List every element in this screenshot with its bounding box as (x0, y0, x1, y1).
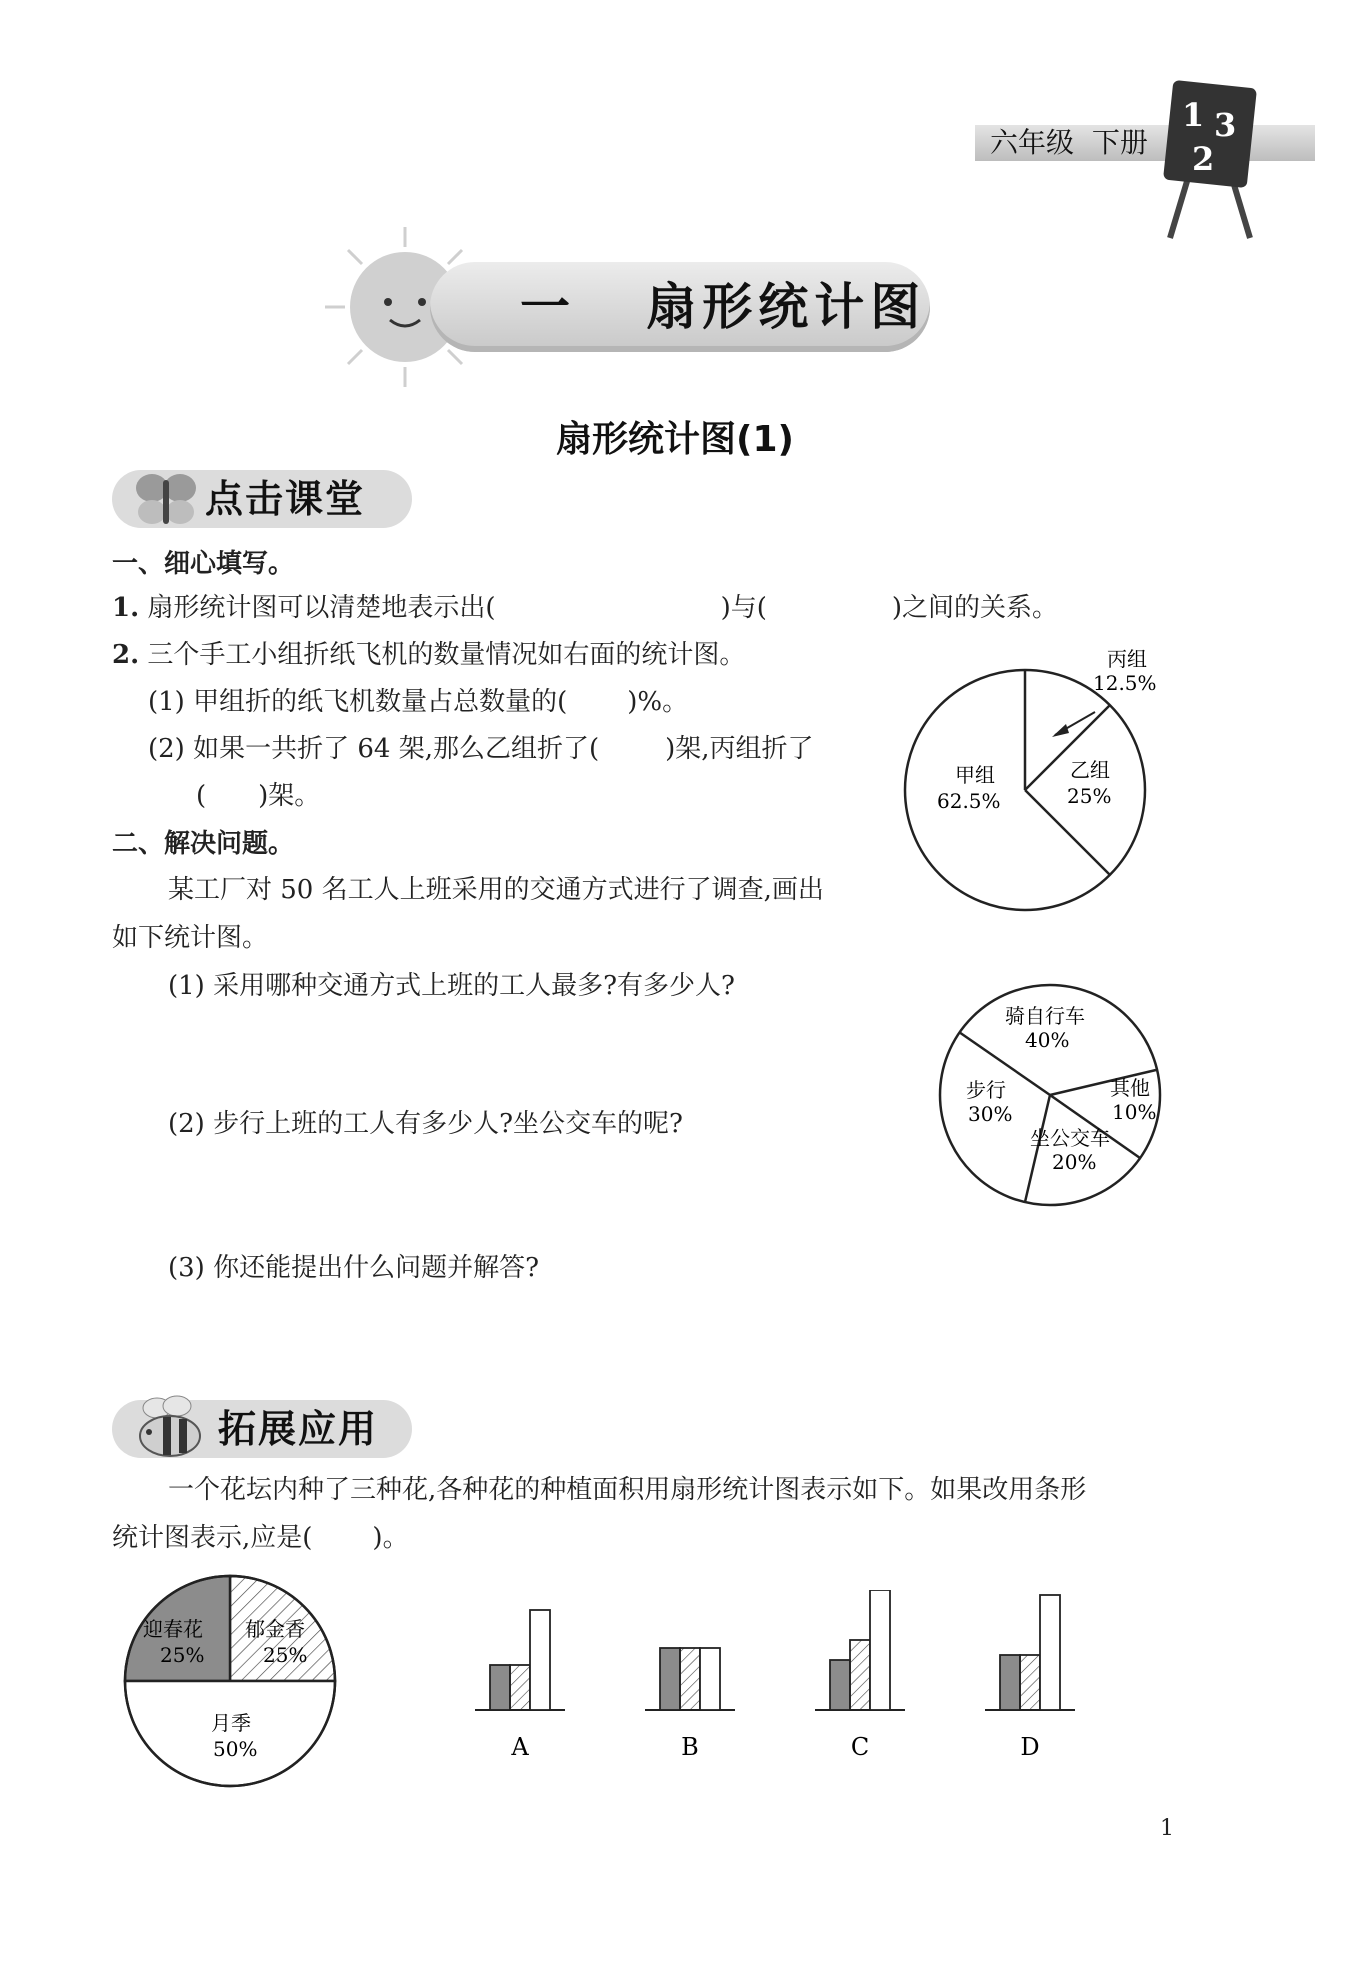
bar-option-b-label[interactable]: B (681, 1733, 699, 1761)
pie2-value-other: 10% (1112, 1100, 1157, 1124)
q2-sub2-text-b: )架,丙组折了 (665, 734, 814, 764)
pie2-value-walk: 30% (968, 1102, 1013, 1126)
bar-option-b-bar-3 (700, 1648, 720, 1710)
q2-sub1-text-b: )%。 (627, 687, 689, 717)
pie2-label-walk: 步行 (966, 1078, 1006, 1102)
q1-text-b: )与( (720, 593, 767, 623)
pie2-label-bus: 坐公交车 (1030, 1126, 1110, 1150)
q1-number: 1. (112, 593, 140, 623)
part2-question-1: (1) 采用哪种交通方式上班的工人最多?有多少人? (168, 971, 735, 1001)
bar-option-a-bar-2 (510, 1665, 530, 1710)
pie1-value-jia: 62.5% (937, 789, 1001, 813)
q2-sub2-line2-text-b: )架。 (258, 781, 321, 811)
q2-sub2-text-a: (2) 如果一共折了 64 架,那么乙组折了( (148, 734, 600, 764)
pie1-value-bing: 12.5% (1093, 671, 1157, 695)
page-number: 1 (1160, 1816, 1174, 1841)
bar-option-c-bar-1 (830, 1660, 850, 1710)
bar-options (470, 1590, 1100, 1800)
pie3-value-jasmine: 25% (160, 1643, 205, 1667)
pie2-value-bus: 20% (1052, 1150, 1097, 1174)
pie-chart-flowers (115, 1566, 345, 1796)
q2-text: 三个手工小组折纸飞机的数量情况如右面的统计图。 (147, 640, 746, 670)
pie3-value-tulip: 25% (263, 1643, 308, 1667)
bar-option-d-label[interactable]: D (1020, 1733, 1040, 1761)
chapter-name: 扇形统计图 (646, 278, 927, 336)
bar-option-d-bar-2 (1020, 1655, 1040, 1710)
section2-text-line2 (112, 1520, 409, 1556)
grade: 六年级 (990, 126, 1075, 159)
q2-sub2 (148, 731, 814, 767)
part2-question-2: (2) 步行上班的工人有多少人?坐公交车的呢? (168, 1109, 683, 1139)
lesson-title: 扇形统计图(1) (556, 419, 794, 460)
pie3-label-rose: 月季 (211, 1711, 251, 1735)
chapter-number: 一 (520, 278, 576, 336)
question-2 (112, 637, 745, 673)
section1-title: 点击课堂 (205, 477, 366, 521)
pie2-label-other: 其他 (1110, 1076, 1150, 1100)
q2-sub2-line2-text-a: ( (196, 781, 207, 811)
question-1 (112, 590, 1058, 626)
part1-heading: 一、细心填写。 (112, 549, 295, 579)
q1-text-c: )之间的关系。 (891, 593, 1059, 623)
pie1-label-jia: 甲组 (955, 763, 995, 787)
bar-option-a-label[interactable]: A (511, 1733, 529, 1761)
part2-intro-line2: 如下统计图。 (112, 923, 269, 953)
pie2-value-bike: 40% (1025, 1028, 1070, 1052)
bar-option-c-label[interactable]: C (850, 1733, 870, 1761)
pie2-label-bike: 骑自行车 (1005, 1004, 1085, 1028)
bar-option-b-bar-1 (660, 1648, 680, 1710)
q1-text-a: 扇形统计图可以清楚地表示出( (147, 593, 496, 623)
pie1-label-yi: 乙组 (1070, 758, 1110, 782)
q2-sub1 (148, 684, 688, 720)
chapter-title (520, 272, 926, 342)
pie3-label-tulip: 郁金香 (245, 1617, 305, 1641)
pie-chart-commute (930, 975, 1170, 1215)
butterfly-icon (130, 466, 200, 532)
section2-text-line2-b: )。 (372, 1523, 409, 1553)
badge-digit-1: 1 (1182, 96, 1205, 134)
part2-heading: 二、解决问题。 (112, 829, 295, 859)
pie3-label-jasmine: 迎春花 (143, 1617, 203, 1641)
bar-option-groups (475, 1590, 1075, 1761)
bee-icon (125, 1392, 215, 1464)
bar-option-c-bar-3 (870, 1590, 890, 1710)
part2-intro-line1: 某工厂对 50 名工人上班采用的交通方式进行了调查,画出 (168, 875, 824, 905)
q2-sub1-text-a: (1) 甲组折的纸飞机数量占总数量的( (148, 687, 568, 717)
volume: 下册 (1091, 126, 1148, 159)
bar-option-a-bar-3 (530, 1610, 550, 1710)
bar-option-d-bar-1 (1000, 1655, 1020, 1710)
part2-question-3: (3) 你还能提出什么问题并解答? (168, 1253, 540, 1283)
blackboard-badge-icon (1160, 78, 1260, 248)
pie3-value-rose: 50% (213, 1737, 258, 1761)
grade-label (990, 124, 1148, 162)
bar-option-d-bar-3 (1040, 1595, 1060, 1710)
pie1-label-bing: 丙组 (1107, 647, 1147, 671)
bar-option-c-bar-2 (850, 1640, 870, 1710)
section2-text-line2-a: 统计图表示,应是( (112, 1523, 313, 1553)
q2-number: 2. (112, 640, 140, 670)
pie1-value-yi: 25% (1067, 784, 1112, 808)
badge-digit-3: 3 (1214, 106, 1237, 144)
section2-title: 拓展应用 (218, 1407, 379, 1451)
pie-chart-paper-planes (895, 640, 1195, 920)
section2-text-line1: 一个花坛内种了三种花,各种花的种植面积用扇形统计图表示如下。如果改用条形 (168, 1475, 1087, 1505)
bar-option-b-bar-2 (680, 1648, 700, 1710)
bar-option-a-bar-1 (490, 1665, 510, 1710)
badge-digit-2: 2 (1192, 140, 1215, 178)
q2-sub2-line2 (196, 778, 320, 814)
